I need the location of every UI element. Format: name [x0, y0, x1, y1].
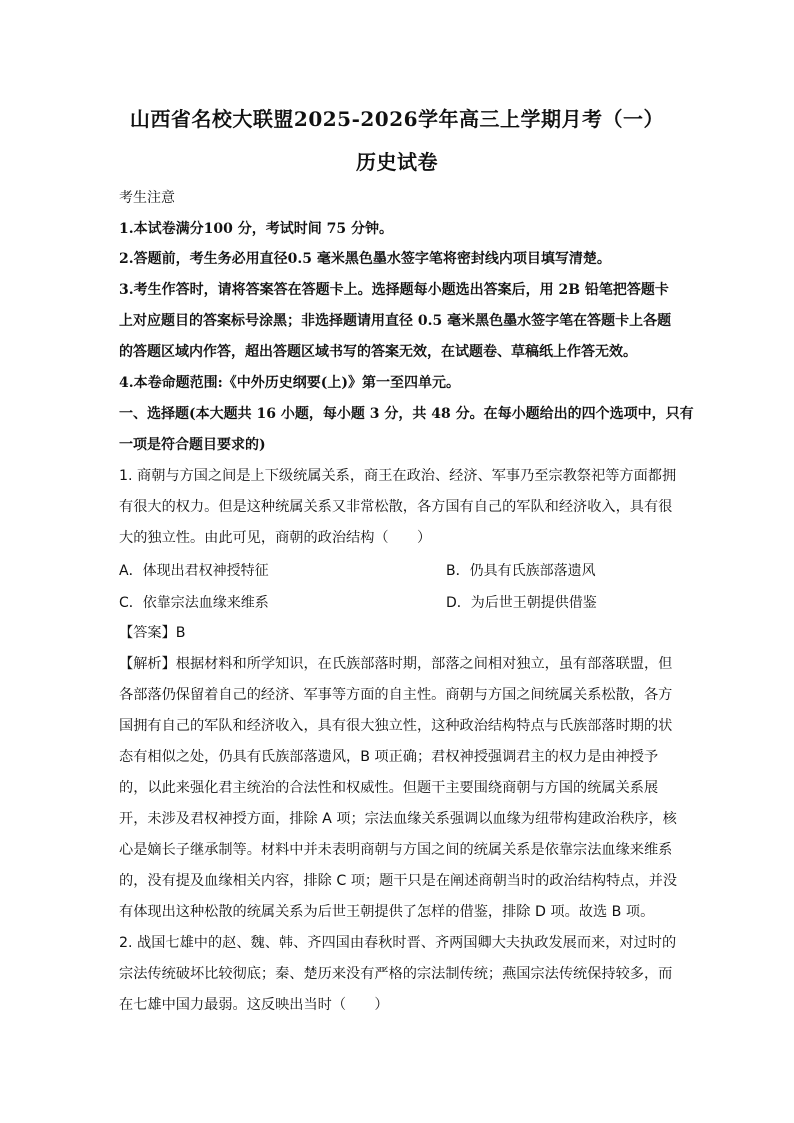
page-title: 山西省名校大联盟2025-2026学年高三上学期月考（一） [129, 107, 665, 131]
notice-item-3-cont2: 的答题区域内作答，超出答题区域书写的答案无效，在试题卷、草稿纸上作答无效。 [119, 344, 637, 360]
section-heading-cont: 一项是符合题目要求的) [119, 437, 266, 453]
notice-item-1: 1.本试卷满分100 分，考试时间 75 分钟。 [119, 221, 393, 237]
q1-analysis-line: 的，没有提及血缘相关内容，排除 C 项；题干只是在阐述商朝当时的政治结构特点，并没 [119, 873, 678, 889]
notice-item-2: 2.答题前，考生务必用直径0.5 毫米黑色墨水签字笔将密封线内项目填写清楚。 [119, 251, 611, 267]
q2-stem-line: 宗法传统破坏比较彻底；秦、楚历来没有严格的宗法制传统；燕国宗法传统保持较多，而 [119, 966, 673, 982]
q1-option-a: A．体现出君权神授特征 [119, 563, 269, 579]
notice-item-4: 4.本卷命题范围:《中外历史纲要(上)》第一至四单元。 [119, 375, 461, 391]
q2-stem-line: 2. 战国七雄中的赵、魏、韩、齐四国由春秋时晋、齐两国卿大夫执政发展而来，对过时的 [119, 935, 677, 951]
q1-analysis-line: 有体现出这种松散的统属关系为后世王朝提供了怎样的借鉴，排除 D 项。故选 B 项。 [119, 904, 655, 920]
q1-analysis-line: 各部落仍保留着自己的经济、军事等方面的自主性。商朝与方国之间统属关系松散，各方 [119, 687, 673, 703]
q1-option-d: D．为后世王朝提供借鉴 [446, 595, 597, 611]
q1-analysis-line: 【解析】根据材料和所学知识，在氏族部落时期，部落之间相对独立，虽有部落联盟，但 [119, 656, 673, 672]
q1-analysis-line: 开，未涉及君权神授方面，排除 A 项；宗法血缘关系强调以血缘为纽带构建政治秩序，核 [119, 811, 677, 827]
q1-stem-line: 大的独立性。由此可见，商朝的政治结构（ ） [119, 530, 432, 546]
q1-analysis-line: 态有相似之处，仍具有氏族部落遗风，B 项正确；君权神授强调君主的权力是由神授予 [119, 749, 659, 765]
notice-heading: 考生注意 [119, 190, 175, 206]
q1-answer: 【答案】B [119, 625, 186, 641]
notice-item-3-cont: 上对应题目的答案标号涂黑；非选择题请用直径 0.5 毫米黑色墨水签字笔在答题卡上各题 [119, 313, 672, 329]
q1-stem-line: 1. 商朝与方国之间是上下级统属关系，商王在政治、经济、军事乃至宗教祭祀等方面都拥 [119, 468, 677, 484]
q1-analysis-line: 的，以此来强化君主统治的合法性和权威性。但题干主要围绕商朝与方国的统属关系展 [119, 780, 659, 796]
q2-stem-line: 在七雄中国力最弱。这反映出当时（ ） [119, 997, 389, 1013]
q1-analysis-line: 国拥有自己的军队和经济收入，具有很大独立性，这种政治结构特点与氏族部落时期的状 [119, 718, 673, 734]
page-subtitle: 历史试卷 [356, 150, 438, 174]
q1-analysis-line: 心是嫡长子继承制等。材料中并未表明商朝与方国之间的统属关系是依靠宗法血缘来维系 [119, 842, 673, 858]
q1-option-c: C．依靠宗法血缘来维系 [119, 595, 269, 611]
q1-option-b: B．仍具有氏族部落遗风 [446, 563, 596, 579]
q1-stem-line: 有很大的权力。但是这种统属关系又非常松散，各方国有自己的军队和经济收入，具有很 [119, 499, 673, 515]
notice-item-3: 3.考生作答时，请将答案答在答题卡上。选择题每小题选出答案后，用 2B 铅笔把答题卡 [119, 282, 669, 298]
section-heading: 一、选择题(本大题共 16 小题，每小题 3 分，共 48 分。在每小题给出的四个选项中，只有 [119, 406, 694, 422]
